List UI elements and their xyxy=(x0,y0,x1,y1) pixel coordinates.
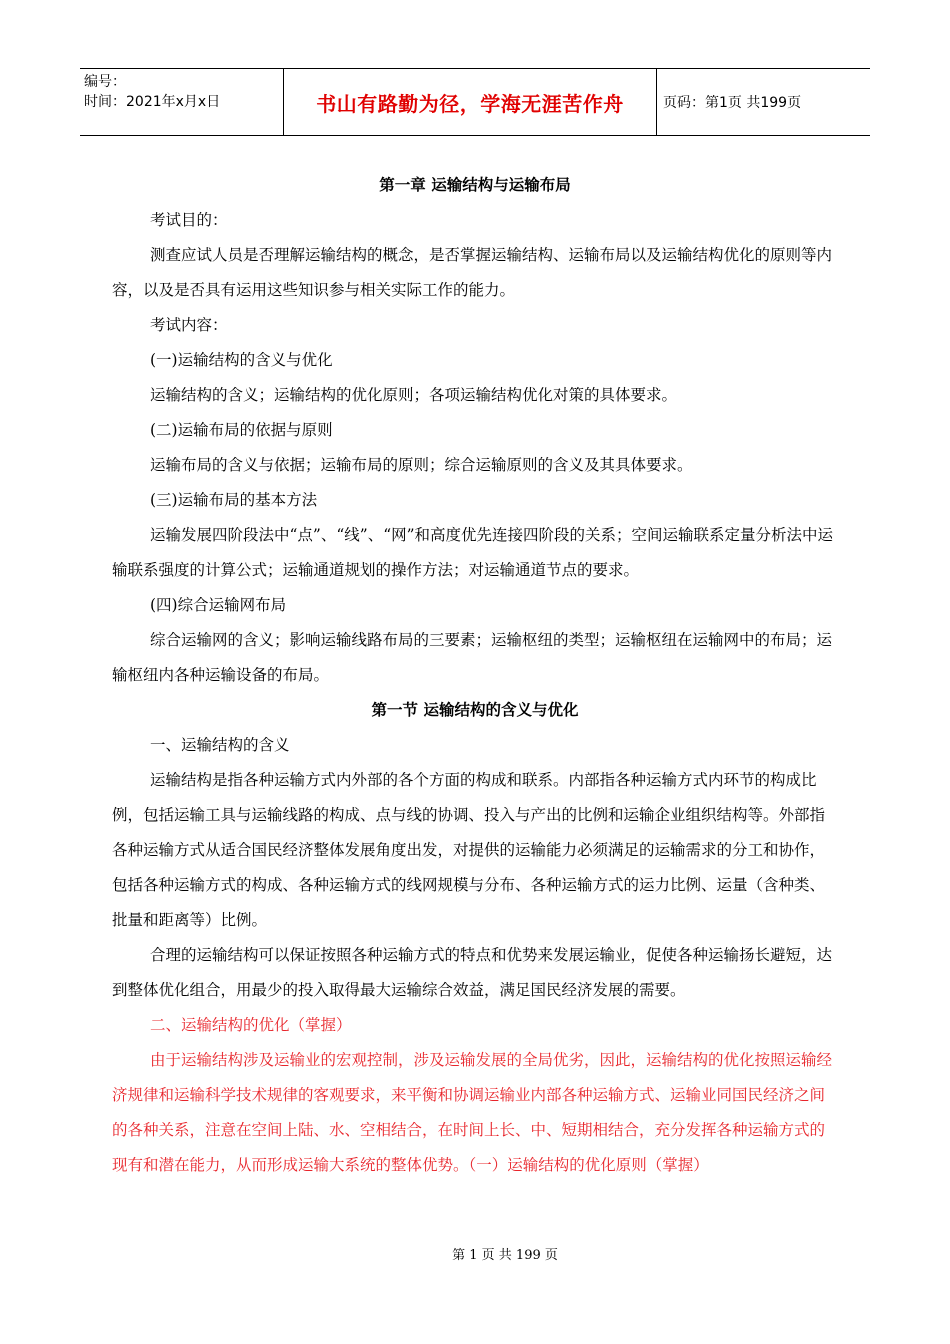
paragraph: 一、运输结构的含义 xyxy=(150,736,290,754)
paragraph: 综合运输网的含义；影响运输线路布局的三要素；运输枢纽的类型；运输枢纽在运输网中的布局；运输枢纽内各种运输设备的布局。 xyxy=(112,631,833,684)
document-number-label: 编号： xyxy=(84,74,126,90)
document-date-label: 时间：2021年x月x日 xyxy=(84,94,221,110)
section-title: 第一章 运输结构与运输布局 xyxy=(379,176,571,194)
header-motto: 书山有路勤为径，学海无涯苦作舟 xyxy=(283,69,657,135)
header-page-count: 页码：第1页 共199页 xyxy=(663,95,802,111)
paragraph: 二、运输结构的优化（掌握） xyxy=(150,1016,352,1034)
paragraph: 考试目的： xyxy=(150,211,228,229)
header-info-cell xyxy=(80,69,283,135)
paragraph: 运输发展四阶段法中“点”、“线”、“网”和高度优先连接四阶段的关系；空间运输联系定量分析法中运输联系强度的计算公式；运输通道规划的操作方法；对运输通道节点的要求。 xyxy=(112,526,834,579)
document-body xyxy=(112,168,838,1183)
paragraph: 由于运输结构涉及运输业的宏观控制，涉及运输发展的全局优劣，因此，运输结构的优化按照运输经济规律和运输科学技术规律的客观要求，来平衡和协调运输业内部各种运输方式、运输业同国民经济之间的各种关系，注意在空间上陆、水、空相结合，在时间上长、中、短期相结合，充分发挥各种运输方式的现有和潜在能力，从而形成运输大系统的整体优势。（一）运输结构的优化原则（掌握） xyxy=(112,1051,833,1174)
paragraph: 运输结构的含义；运输结构的优化原则；各项运输结构优化对策的具体要求。 xyxy=(150,386,678,404)
page-footer: 第 1 页 共 199 页 xyxy=(452,1248,558,1263)
paragraph: 考试内容： xyxy=(150,316,228,334)
paragraph: (一)运输结构的含义与优化 xyxy=(150,351,333,369)
page-header xyxy=(80,68,870,136)
paragraph: 测查应试人员是否理解运输结构的概念，是否掌握运输结构、运输布局以及运输结构优化的原则等内容，以及是否具有运用这些知识参与相关实际工作的能力。 xyxy=(112,246,833,299)
section-title: 第一节 运输结构的含义与优化 xyxy=(371,701,579,719)
paragraph: 合理的运输结构可以保证按照各种运输方式的特点和优势来发展运输业，促使各种运输扬长避短，达到整体优化组合，用最少的投入取得最大运输综合效益，满足国民经济发展的需要。 xyxy=(112,946,833,999)
paragraph: (三)运输布局的基本方法 xyxy=(150,491,318,509)
paragraph: (四)综合运输网布局 xyxy=(150,596,287,614)
paragraph: 运输结构是指各种运输方式内外部的各个方面的构成和联系。内部指各种运输方式内环节的构成比例，包括运输工具与运输线路的构成、点与线的协调、投入与产出的比例和运输企业组织结构等。外部指各种运输方式从适合国民经济整体发展角度出发，对提供的运输能力必须满足的运输需求的分工和协作，包括各种运输方式的构成、各种运输方式的线网规模与分布、各种运输方式的运力比例、运量（含种类、批量和距离等）比例。 xyxy=(112,771,826,929)
paragraph: 运输布局的含义与依据；运输布局的原则；综合运输原则的含义及其具体要求。 xyxy=(150,456,693,474)
paragraph: (二)运输布局的依据与原则 xyxy=(150,421,333,439)
